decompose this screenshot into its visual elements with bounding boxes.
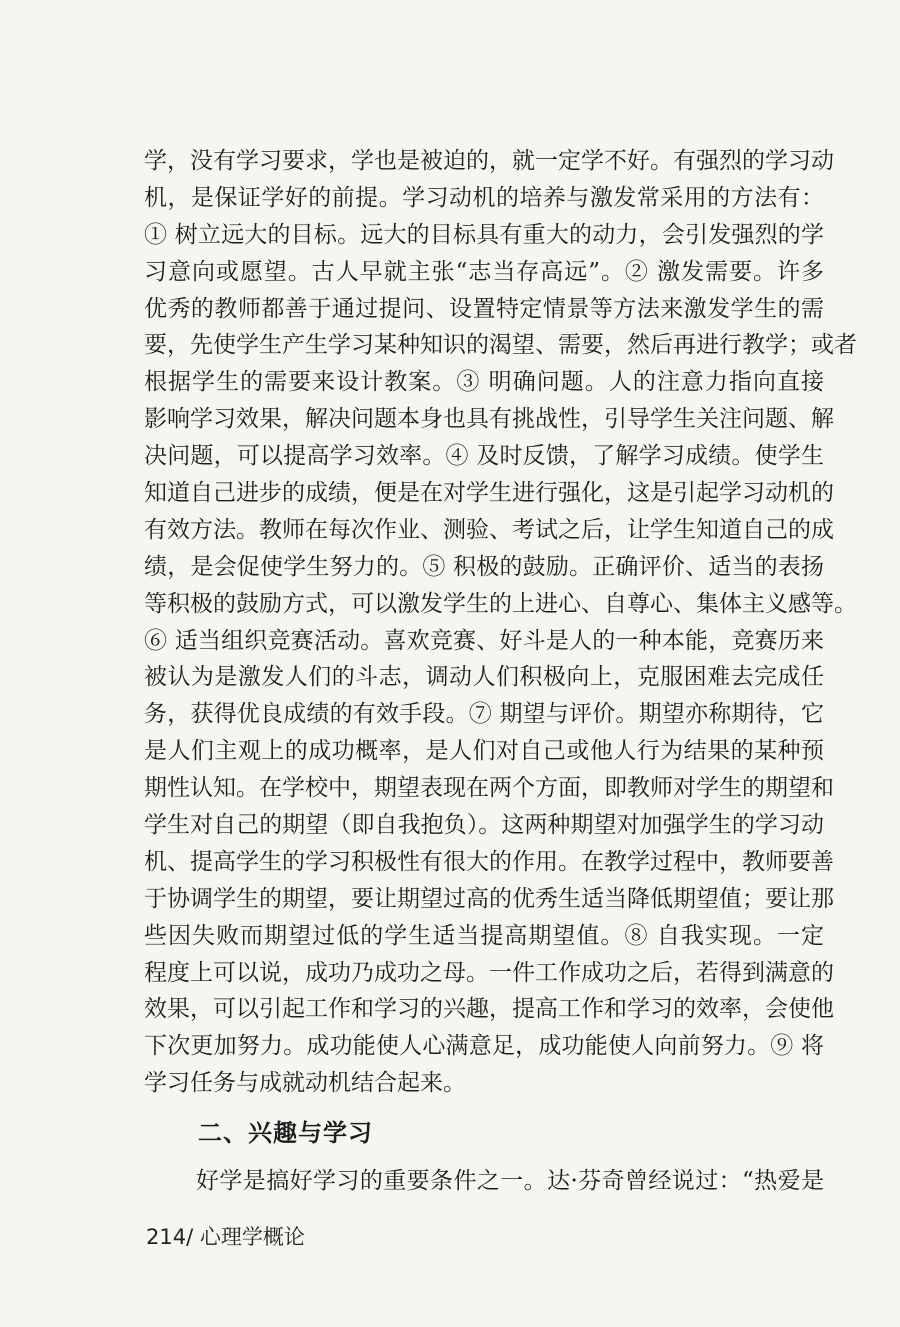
text-line: 根据学生的需要来设计教案。③ 明确问题。人的注意力指向直接 — [144, 369, 824, 396]
text-line: 机、提高学生的学习积极性有很大的作用。在教学过程中，教师要善 — [144, 848, 834, 875]
text-line: 些因失败而期望过低的学生适当提高期望值。⑧ 自我实现。一定 — [144, 922, 824, 949]
text-line: 习意向或愿望。古人早就主张“志当存高远”。② 激发需要。许多 — [144, 258, 824, 285]
text-line: 期性认知。在学校中，期望表现在两个方面，即教师对学生的期望和 — [144, 775, 834, 802]
text-line: 绩，是会促使学生努力的。⑤ 积极的鼓励。正确评价、适当的表扬 — [144, 553, 824, 580]
text-line: 程度上可以说，成功乃成功之母。一件工作成功之后，若得到满意的 — [144, 959, 834, 986]
page-footer: 214/ 心理学概论 — [146, 1225, 305, 1249]
body-paragraph — [144, 143, 857, 1102]
text-line: 是人们主观上的成功概率，是人们对自己或他人行为结果的某种预 — [144, 738, 824, 765]
section-heading: 二、兴趣与学习 — [198, 1118, 373, 1147]
text-line: 被认为是激发人们的斗志，调动人们积极向上，克服困难去完成任 — [144, 664, 824, 691]
text-line: 务，获得优良成绩的有效手段。⑦ 期望与评价。期望亦称期待，它 — [144, 701, 824, 728]
text-line: 影响学习效果，解决问题本身也具有挑战性，引导学生关注问题、解 — [144, 406, 834, 433]
text-line: ⑥ 适当组织竞赛活动。喜欢竞赛、好斗是人的一种本能，竞赛历来 — [144, 627, 824, 654]
text-line: 知道自己进步的成绩，便是在对学生进行强化，这是引起学习动机的 — [144, 480, 834, 507]
text-line: 下次更加努力。成功能使人心满意足，成功能使人向前努力。⑨ 将 — [144, 1033, 824, 1060]
text-line: 机，是保证学好的前提。学习动机的培养与激发常采用的方法有： — [144, 184, 824, 211]
text-line: 决问题，可以提高学习效率。④ 及时反馈，了解学习成绩。使学生 — [144, 443, 824, 470]
text-line: 要，先使学生产生学习某种知识的渴望、需要，然后再进行教学；或者 — [144, 332, 857, 359]
text-line: 等积极的鼓励方式，可以激发学生的上进心、自尊心、集体主义感等。 — [144, 590, 857, 617]
text-line: 学习任务与成就动机结合起来。 — [144, 1070, 466, 1097]
text-line: ① 树立远大的目标。远大的目标具有重大的动力，会引发强烈的学 — [144, 221, 824, 248]
text-line: 于协调学生的期望，要让期望过高的优秀生适当降低期望值；要让那 — [144, 885, 834, 912]
text-line: 有效方法。教师在每次作业、测验、考试之后，让学生知道自己的成 — [144, 516, 834, 543]
text-line: 优秀的教师都善于通过提问、设置特定情景等方法来激发学生的需 — [144, 295, 824, 322]
section-paragraph-first-line: 好学是搞好学习的重要条件之一。达·芬奇曾经说过：“热爱是 — [196, 1168, 824, 1194]
text-line: 学，没有学习要求，学也是被迫的，就一定学不好。有强烈的学习动 — [144, 148, 834, 174]
text-line: 效果，可以引起工作和学习的兴趣，提高工作和学习的效率，会使他 — [144, 996, 834, 1023]
text-line: 学生对自己的期望（即自我抱负）。这两种期望对加强学生的学习动 — [144, 812, 824, 839]
